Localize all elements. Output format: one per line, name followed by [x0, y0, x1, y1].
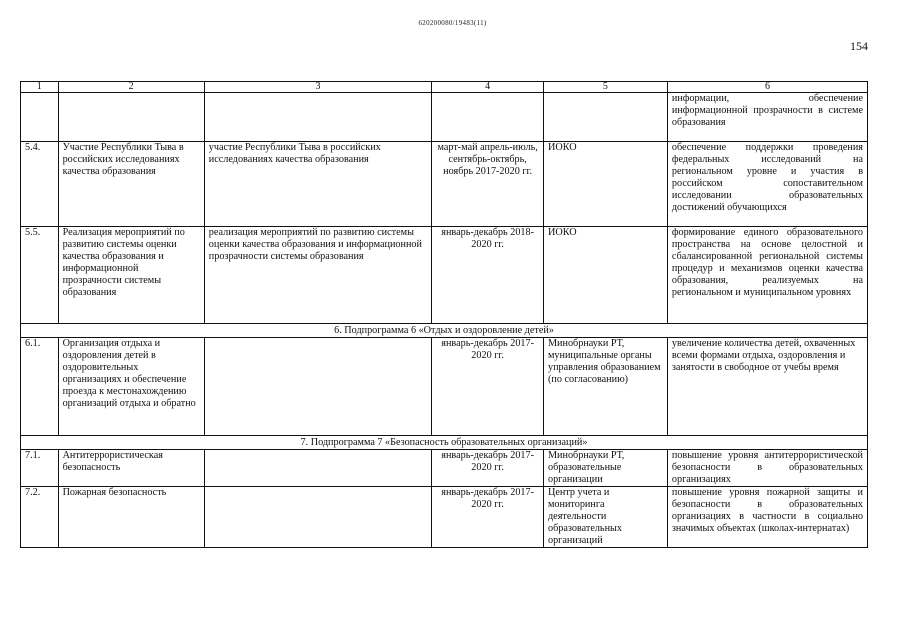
- cell-num: 5.5.: [21, 227, 59, 324]
- table-row: [21, 487, 868, 548]
- cell-num: 6.1.: [21, 338, 59, 436]
- cell-period: январь-декабрь 2017-2020 гг.: [432, 338, 544, 436]
- cell-content: реализация мероприятий по развитию системы оценки качества образования и информационной прозрачности системы образования: [204, 227, 431, 324]
- cell-num: 7.1.: [21, 450, 59, 487]
- cell-name: Участие Республики Тыва в российских исследованиях качества образования: [58, 142, 204, 227]
- cell-result: обеспечение поддержки проведения федеральных исследований на региональном уровне и участия в российском сопоставительном исследовании образовательных достижений обучающихся: [667, 142, 867, 227]
- subprogram-heading: 6. Подпрограмма 6 «Отдых и оздоровление детей»: [21, 324, 868, 338]
- cell-content: [204, 93, 431, 142]
- cell-content: [204, 450, 431, 487]
- cell-name: Пожарная безопасность: [58, 487, 204, 548]
- cell-result: формирование единого образовательного пространства на основе целостной и сбалансированной региональной системы процедур и механизмов оценки качества образования, реализуемых на региональном и муниципальном уровнях: [667, 227, 867, 324]
- column-number: 5: [543, 82, 667, 93]
- cell-result: увеличение количества детей, охваченных всеми формами отдыха, оздоровления и занятости в свободное от учебы время: [667, 338, 867, 436]
- table-row: [21, 450, 868, 487]
- subprogram-row: [21, 436, 868, 450]
- cell-result: повышение уровня пожарной защиты и безопасности в образовательных организациях в частности в социально значимых объектах (школах-интернатах): [667, 487, 867, 548]
- cell-period: январь-декабрь 2017-2020 гг.: [432, 487, 544, 548]
- cell-name: Реализация мероприятий по развитию системы оценки качества образования и информационной прозрачности системы образования: [58, 227, 204, 324]
- cell-name: Организация отдыха и оздоровления детей в оздоровительных организациях и обеспечение проезда к местонахождению организаций отдыха и обратно: [58, 338, 204, 436]
- cell-num: [21, 93, 59, 142]
- cell-executor: ИОКО: [543, 227, 667, 324]
- column-number: 2: [58, 82, 204, 93]
- column-number: 4: [432, 82, 544, 93]
- table-row: [21, 338, 868, 436]
- table-row: [21, 227, 868, 324]
- cell-executor: [543, 93, 667, 142]
- column-number-row: [21, 82, 868, 93]
- page-number: 154: [850, 39, 868, 53]
- cell-content: участие Республики Тыва в российских исследованиях качества образования: [204, 142, 431, 227]
- cell-result: информации, обеспечение информационной прозрачности в системе образования: [667, 93, 867, 142]
- subprogram-heading: 7. Подпрограмма 7 «Безопасность образовательных организаций»: [21, 436, 868, 450]
- document-id: 620200080/19483(11): [418, 19, 487, 27]
- cell-period: [432, 93, 544, 142]
- cell-num: 5.4.: [21, 142, 59, 227]
- cell-executor: ИОКО: [543, 142, 667, 227]
- subprogram-row: [21, 324, 868, 338]
- cell-num: 7.2.: [21, 487, 59, 548]
- cell-name: Антитеррористическая безопасность: [58, 450, 204, 487]
- cell-period: январь-декабрь 2017-2020 гг.: [432, 450, 544, 487]
- cell-period: январь-декабрь 2018-2020 гг.: [432, 227, 544, 324]
- cell-executor: Минобрнауки РТ, муниципальные органы управления образованием (по согласованию): [543, 338, 667, 436]
- cell-result: повышение уровня антитеррористической безопасности в образовательных организациях: [667, 450, 867, 487]
- table-row: [21, 142, 868, 227]
- column-number: 3: [204, 82, 431, 93]
- cell-content: [204, 338, 431, 436]
- column-number: 6: [667, 82, 867, 93]
- program-table: [20, 81, 868, 548]
- cell-executor: Центр учета и мониторинга деятельности образовательных организаций: [543, 487, 667, 548]
- cell-name: [58, 93, 204, 142]
- cell-content: [204, 487, 431, 548]
- table-row: [21, 93, 868, 142]
- cell-executor: Минобрнауки РТ, образовательные организации: [543, 450, 667, 487]
- column-number: 1: [21, 82, 59, 93]
- cell-period: март-май апрель-июль, сентябрь-октябрь, ноябрь 2017-2020 гг.: [432, 142, 544, 227]
